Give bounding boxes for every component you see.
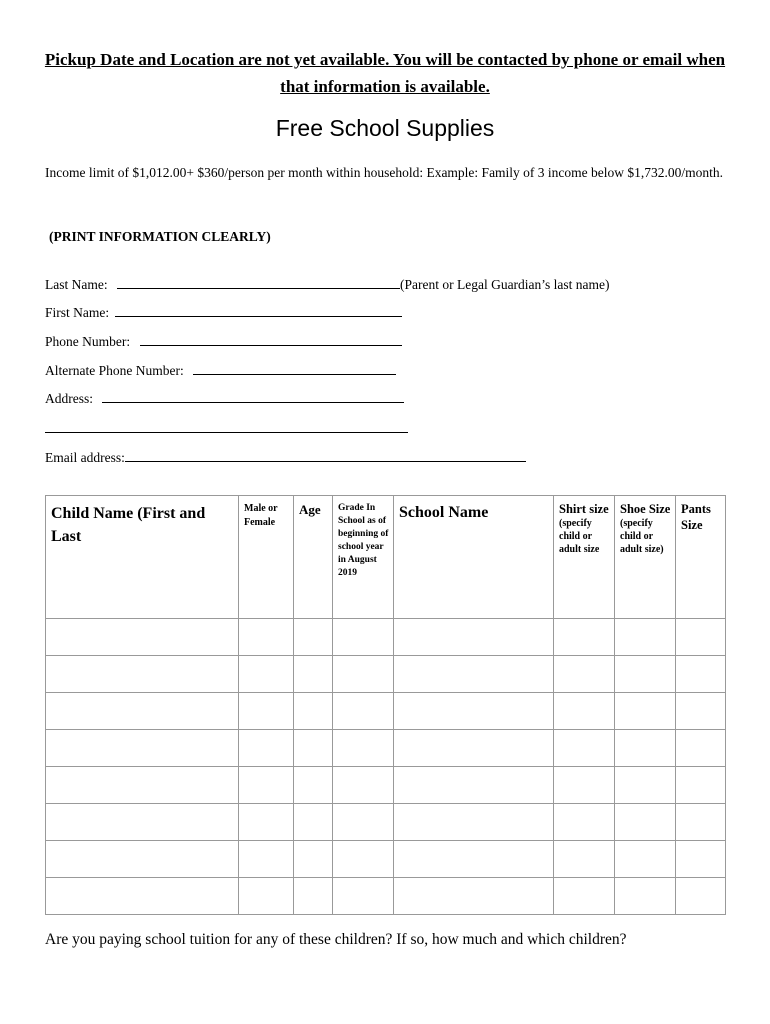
shoe-size-cell[interactable] <box>615 656 676 693</box>
shoe-size-cell[interactable] <box>615 804 676 841</box>
school-name-cell[interactable] <box>394 767 554 804</box>
sex-cell[interactable] <box>239 730 294 767</box>
sex-cell[interactable] <box>239 841 294 878</box>
header-shoe-size <box>615 496 676 619</box>
shoe-size-cell[interactable] <box>615 878 676 915</box>
email-field[interactable] <box>45 449 526 466</box>
form-title: Free School Supplies <box>275 115 495 141</box>
children-table <box>45 495 726 915</box>
school-name-cell[interactable] <box>394 878 554 915</box>
age-cell[interactable] <box>294 730 333 767</box>
pants-size-cell[interactable] <box>676 619 726 656</box>
header-grade: Grade In School as of beginning of school year in August 2019 <box>333 496 394 619</box>
alternate-phone-label: Alternate Phone Number: <box>45 363 184 378</box>
first-name-line[interactable] <box>115 304 402 317</box>
last-name-note: (Parent or Legal Guardian’s last name) <box>399 277 610 292</box>
child-name-cell[interactable] <box>46 804 239 841</box>
alternate-phone-line[interactable] <box>193 362 396 375</box>
grade-cell[interactable] <box>333 878 394 915</box>
school-name-cell[interactable] <box>394 619 554 656</box>
last-name-label: Last Name: <box>45 277 108 292</box>
email-line[interactable] <box>125 449 526 462</box>
address-line[interactable] <box>102 390 404 403</box>
table-row <box>46 841 726 878</box>
header-shoe-note: (specify child or adult size) <box>620 518 664 555</box>
header-shoe-title: Shoe Size <box>620 502 671 516</box>
age-cell[interactable] <box>294 804 333 841</box>
phone-label: Phone Number: <box>45 334 131 349</box>
sex-cell[interactable] <box>239 619 294 656</box>
shoe-size-cell[interactable] <box>615 730 676 767</box>
pants-size-cell[interactable] <box>676 767 726 804</box>
shirt-size-cell[interactable] <box>554 767 615 804</box>
header-sex: Male or Female <box>239 496 294 619</box>
sex-cell[interactable] <box>239 656 294 693</box>
table-row <box>46 730 726 767</box>
child-name-cell[interactable] <box>46 767 239 804</box>
child-name-cell[interactable] <box>46 730 239 767</box>
header-pants-size: Pants Size <box>676 496 726 619</box>
shirt-size-cell[interactable] <box>554 693 615 730</box>
first-name-label: First Name: <box>45 305 110 320</box>
age-cell[interactable] <box>294 767 333 804</box>
income-limit-text: Income limit of $1,012.00+ $360/person per month within household: Example: Family of 3 income below $1,732.00/month. <box>45 165 724 180</box>
pants-size-cell[interactable] <box>676 841 726 878</box>
pickup-notice: Pickup Date and Location are not yet available. You will be contacted by phone or email when that information is available. <box>44 50 726 96</box>
school-name-cell[interactable] <box>394 841 554 878</box>
phone-line[interactable] <box>140 333 402 346</box>
grade-cell[interactable] <box>333 804 394 841</box>
table-header-row <box>46 496 726 619</box>
age-cell[interactable] <box>294 693 333 730</box>
tuition-question: Are you paying school tuition for any of these children? If so, how much and which children? <box>45 931 627 948</box>
shirt-size-cell[interactable] <box>554 730 615 767</box>
age-cell[interactable] <box>294 878 333 915</box>
print-instruction: (PRINT INFORMATION CLEARLY) <box>49 229 271 244</box>
address-field[interactable] <box>45 390 404 407</box>
child-name-cell[interactable] <box>46 656 239 693</box>
age-cell[interactable] <box>294 619 333 656</box>
school-name-cell[interactable] <box>394 730 554 767</box>
table-row <box>46 804 726 841</box>
pants-size-cell[interactable] <box>676 656 726 693</box>
table-row <box>46 693 726 730</box>
child-name-cell[interactable] <box>46 841 239 878</box>
header-age: Age <box>294 496 333 619</box>
first-name-field[interactable] <box>45 304 402 321</box>
child-name-cell[interactable] <box>46 619 239 656</box>
child-name-cell[interactable] <box>46 878 239 915</box>
last-name-line[interactable] <box>117 276 400 289</box>
pants-size-cell[interactable] <box>676 730 726 767</box>
school-name-cell[interactable] <box>394 804 554 841</box>
grade-cell[interactable] <box>333 730 394 767</box>
shoe-size-cell[interactable] <box>615 619 676 656</box>
shirt-size-cell[interactable] <box>554 841 615 878</box>
grade-cell[interactable] <box>333 656 394 693</box>
header-school-name: School Name <box>394 496 554 619</box>
email-label: Email address: <box>45 450 125 465</box>
table-row <box>46 656 726 693</box>
pants-size-cell[interactable] <box>676 878 726 915</box>
age-cell[interactable] <box>294 656 333 693</box>
table-row <box>46 878 726 915</box>
address-label: Address: <box>45 391 93 406</box>
last-name-field[interactable] <box>45 276 610 293</box>
shoe-size-cell[interactable] <box>615 841 676 878</box>
grade-cell[interactable] <box>333 693 394 730</box>
shoe-size-cell[interactable] <box>615 767 676 804</box>
header-shirt-size <box>554 496 615 619</box>
child-name-cell[interactable] <box>46 693 239 730</box>
school-name-cell[interactable] <box>394 693 554 730</box>
phone-field[interactable] <box>45 333 402 350</box>
school-name-cell[interactable] <box>394 656 554 693</box>
address-line-2[interactable] <box>45 432 408 433</box>
shirt-size-cell[interactable] <box>554 619 615 656</box>
shoe-size-cell[interactable] <box>615 693 676 730</box>
shirt-size-cell[interactable] <box>554 804 615 841</box>
sex-cell[interactable] <box>239 878 294 915</box>
alternate-phone-field[interactable] <box>45 362 396 379</box>
grade-cell[interactable] <box>333 841 394 878</box>
header-child-name: Child Name (First and Last <box>46 496 239 619</box>
pants-size-cell[interactable] <box>676 804 726 841</box>
shirt-size-cell[interactable] <box>554 656 615 693</box>
grade-cell[interactable] <box>333 767 394 804</box>
header-shirt-note: (specify child or adult size <box>559 518 600 555</box>
pants-size-cell[interactable] <box>676 693 726 730</box>
sex-cell[interactable] <box>239 804 294 841</box>
table-row <box>46 619 726 656</box>
header-shirt-title: Shirt size <box>559 502 609 516</box>
grade-cell[interactable] <box>333 619 394 656</box>
sex-cell[interactable] <box>239 767 294 804</box>
age-cell[interactable] <box>294 841 333 878</box>
sex-cell[interactable] <box>239 693 294 730</box>
table-row <box>46 767 726 804</box>
shirt-size-cell[interactable] <box>554 878 615 915</box>
